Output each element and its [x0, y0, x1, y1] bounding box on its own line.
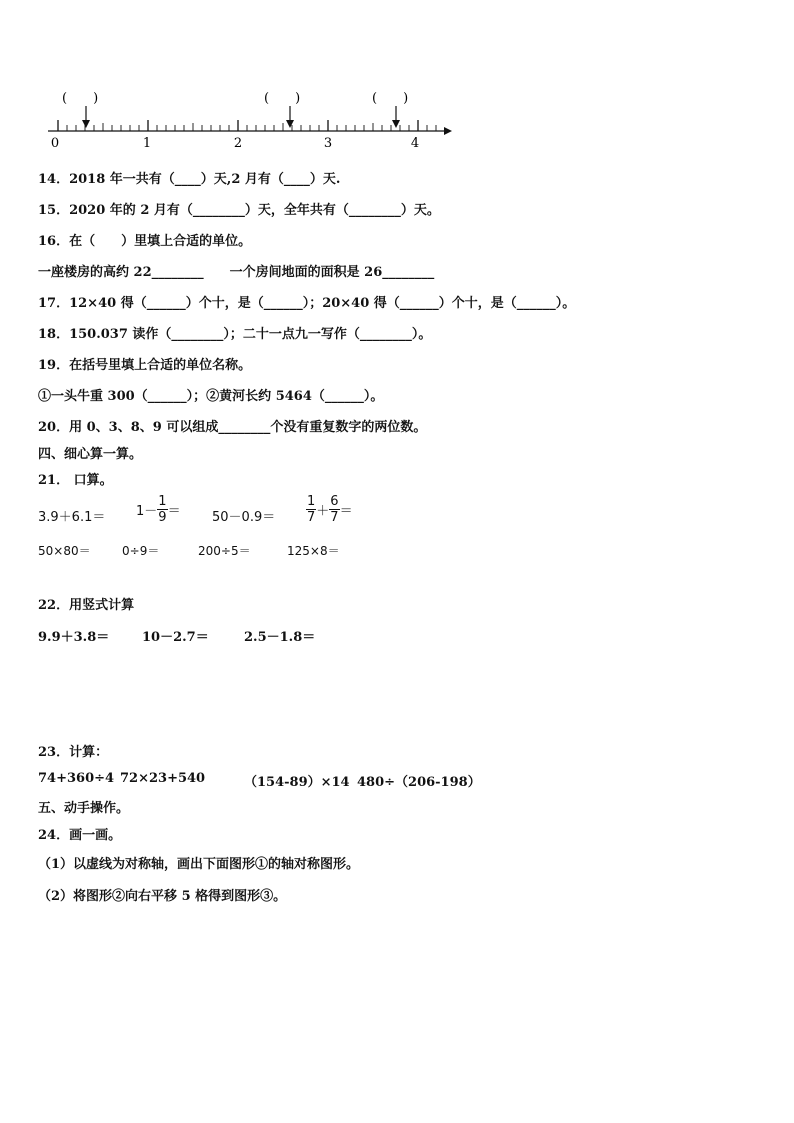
bracket-3: ( ) — [372, 91, 409, 106]
question-17: 17．12×40 得（______）个十，是（______）；20×40 得（______）个十，是（______）。 — [38, 296, 576, 311]
bracket-1: ( ) — [62, 91, 99, 106]
down-arrow-icon — [82, 106, 90, 128]
mental-calc-1: 3.9＋6.1＝ — [38, 510, 106, 525]
down-arrow-icon — [392, 106, 400, 128]
section-5-heading: 五、动手操作。 — [38, 801, 130, 816]
vertical-calc-2: 10－2.7＝ — [142, 630, 209, 645]
question-24-part-2: （2）将图形②向右平移 5 格得到图形③。 — [38, 889, 287, 904]
section-4-heading: 四、细心算一算。 — [38, 447, 143, 462]
down-arrow-icon — [286, 106, 294, 128]
mental-calc-5: 50×80＝ — [38, 544, 91, 558]
question-14: 14．2018 年一共有（____）天,2 月有（____）天. — [38, 172, 341, 187]
vertical-calc-3: 2.5－1.8＝ — [244, 630, 316, 645]
question-16-line: 一座楼房的高约 22________ 一个房间地面的面积是 26________ — [38, 265, 435, 280]
mental-calc-4: $\frac{1}{7}$ ＋ $\frac{6}{7}$ ＝ — [307, 494, 353, 525]
axis-label-2: 2 — [233, 136, 243, 151]
question-19-line: ①一头牛重 300（______）；②黄河长约 5464（______）。 — [38, 389, 384, 404]
calc-item-3: （154-89）×14 — [244, 775, 350, 790]
calc-item-4: 480÷（206-198） — [357, 775, 481, 790]
vertical-calc-1: 9.9＋3.8＝ — [38, 630, 110, 645]
question-16: 16．在（ ）里填上合适的单位。 — [38, 234, 252, 249]
question-21: 21． 口算。 — [38, 473, 113, 488]
mental-calc-3: 50－0.9＝ — [212, 510, 276, 525]
number-line-arrowhead — [444, 127, 452, 135]
calc-item-1: 74+360÷4 — [38, 771, 115, 786]
question-20: 20．用 0、3、8、9 可以组成________个没有重复数字的两位数。 — [38, 420, 427, 435]
question-18: 18．150.037 读作（________）；二十一点九一写作（________）。 — [38, 327, 432, 342]
question-19: 19．在括号里填上合适的单位名称。 — [38, 358, 252, 373]
axis-label-0: 0 — [50, 136, 60, 151]
mental-calc-7: 200÷5＝ — [198, 544, 251, 558]
question-22: 22．用竖式计算 — [38, 598, 135, 613]
axis-label-4: 4 — [410, 136, 420, 151]
number-line — [40, 86, 460, 152]
calc-item-2: 72×23+540 — [120, 771, 206, 786]
question-24: 24．画一画。 — [38, 828, 122, 843]
axis-label-3: 3 — [323, 136, 333, 151]
mental-calc-2: 1－ $\frac{1}{9}$ ＝ — [136, 494, 181, 525]
question-15: 15．2020 年的 2 月有（________）天，全年共有（________）天。 — [38, 203, 440, 218]
question-24-part-1: （1）以虚线为对称轴，画出下面图形①的轴对称图形。 — [38, 857, 360, 872]
mental-calc-8: 125×8＝ — [287, 544, 340, 558]
question-23: 23．计算： — [38, 745, 109, 760]
axis-label-1: 1 — [142, 136, 152, 151]
bracket-2: ( ) — [264, 91, 301, 106]
mental-calc-6: 0÷9＝ — [122, 544, 160, 558]
